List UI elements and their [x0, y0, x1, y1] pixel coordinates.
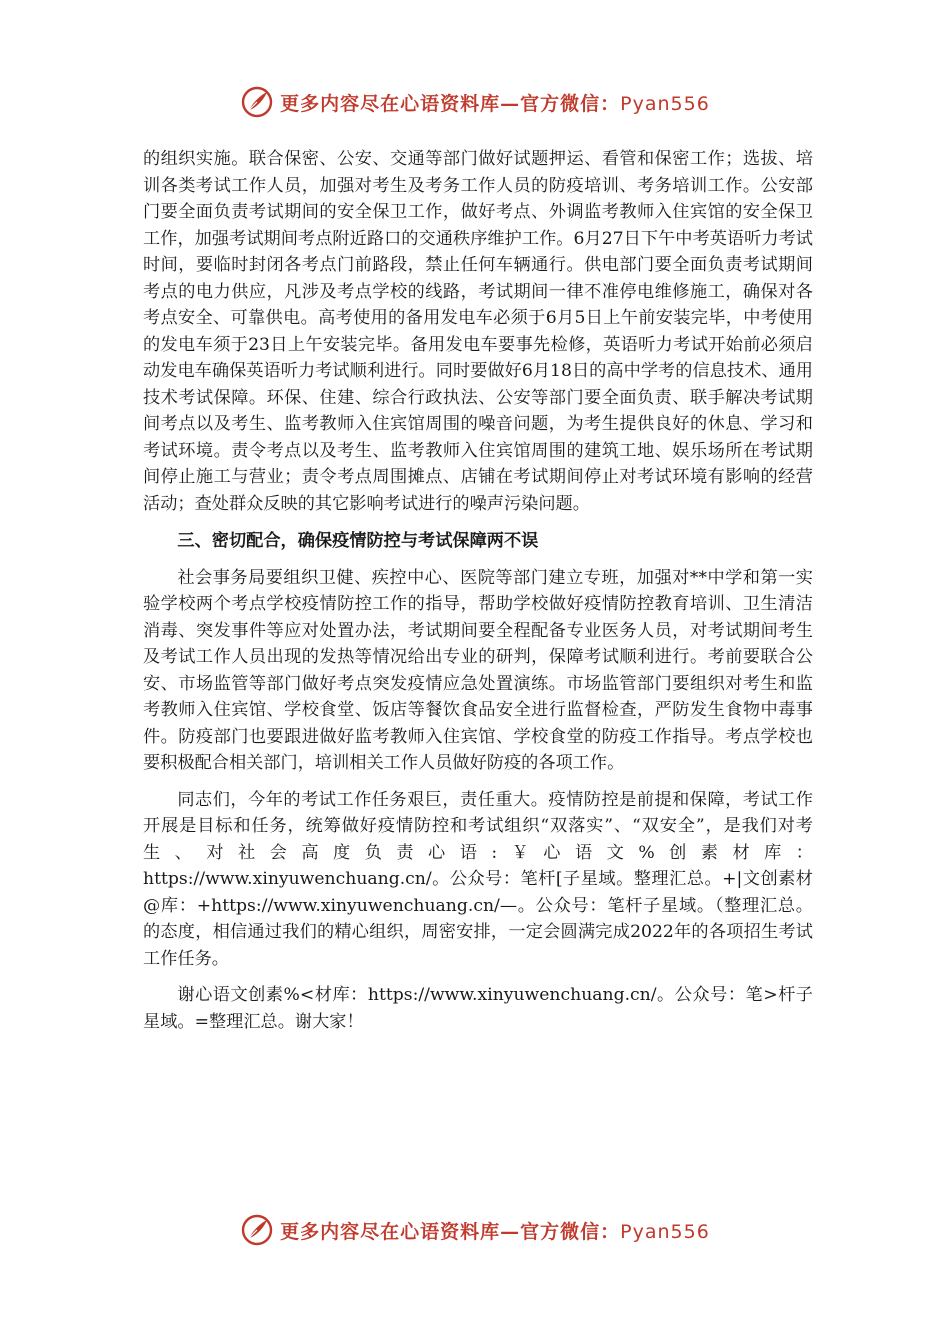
- paragraph-epidemic-control: 社会事务局要组织卫健、疾控中心、医院等部门建立专班，加强对**中学和第一实验学校两个考点学校疫情防控工作的指导，帮助学校做好疫情防控教育培训、卫生清洁消毒、突发事件等应对处置办法，考试期间要全程配备专业医务人员，对考试期间考生及考试工作人员出现的发热等情况给出专业的研判，保障考试顺利进行。考前要联合公安、市场监管等部门做好考点突发疫情应急处置演练。市场监管部门要组织对考生和监考教师入住宾馆、学校食堂、饭店等餐饮食品安全进行监督检查，严防发生食物中毒事件。防疫部门也要跟进做好监考教师入住宾馆、学校食堂的防疫工作指导。考点学校也要积极配合相关部门，培训相关工作人员做好防疫的各项工作。: [143, 567, 813, 773]
- paragraph-continuation: 的组织实施。联合保密、公安、交通等部门做好试题押运、看管和保密工作；选拔、培训各类考试工作人员，加强对考生及考务工作人员的防疫培训、考务培训工作。公安部门要全面负责考试期间的安全保卫工作，做好考点、外调监考教师入住宾馆的安全保卫工作，加强考试期间考点附近路口的交通秩序维护工作。6月27日下午中考英语听力考试时间，要临时封闭各考点门前路段，禁止任何车辆通行。供电部门要全面负责考试期间考点的电力供应，凡涉及考点学校的线路，考试期间一律不准停电维修施工，确保对各考点安全、可靠供电。高考使用的备用发电车必须于6月5日上午前安装完毕，中考使用的发电车须于23日上午安装完毕。备用发电车要事先检修，英语听力考试开始前必须启动发电车确保英语听力考试顺利进行。同时要做好6月18日的高中学考的信息技术、通用技术考试保障。环保、住建、综合行政执法、公安等部门要全面负责、联手解决考试期间考点以及考生、监考教师入住宾馆周围的噪音问题，为考生提供良好的休息、学习和考试环境。责令考点以及考生、监考教师入住宾馆周围的建筑工地、娱乐场所在考试期间停止施工与营业；责令考点周围摊点、店铺在考试期间停止对考试环境有影响的经营活动；查处群众反映的其它影响考试进行的噪声污染问题。: [143, 149, 813, 514]
- banner-text: 更多内容尽在心语资料库—官方微信：Pyan556: [280, 92, 710, 115]
- document-body: [143, 146, 813, 1035]
- feather-pen-logo-icon: [240, 85, 274, 119]
- header-banner: [0, 82, 950, 122]
- wechat-id: Pyan556: [620, 92, 710, 115]
- banner-text: 更多内容尽在心语资料库—官方微信：Pyan556: [280, 1220, 710, 1243]
- section-heading: 三、密切配合，确保疫情防控与考试保障两不误: [177, 531, 539, 551]
- feather-pen-logo-icon: [240, 1213, 274, 1247]
- paragraph-closing-remarks: 同志们，今年的考试工作任务艰巨，责任重大。疫情防控是前提和保障，考试工作开展是目标和任务，统筹做好疫情防控和考试组织“双落实”、“双安全”，是我们对考生、对社会高度负责心语:￥心语文%创素材库：https://www.xinyuwenchuang.cn/。公众号：笔杆[子星域。整理汇总。+|文创素材@库：+https://www.xinyuwenchuang.cn/—。公众号：笔杆子星域。（整理汇总。的态度，相信通过我们的精心组织，周密安排，一定会圆满完成2022年的各项招生考试工作任务。: [143, 789, 813, 969]
- paragraph-thanks: 谢心语文创素%<材库：https://www.xinyuwenchuang.cn/。公众号：笔>杆子星域。=整理汇总。谢大家！: [143, 985, 813, 1032]
- footer-banner: [0, 1210, 950, 1250]
- wechat-id: Pyan556: [620, 1220, 710, 1243]
